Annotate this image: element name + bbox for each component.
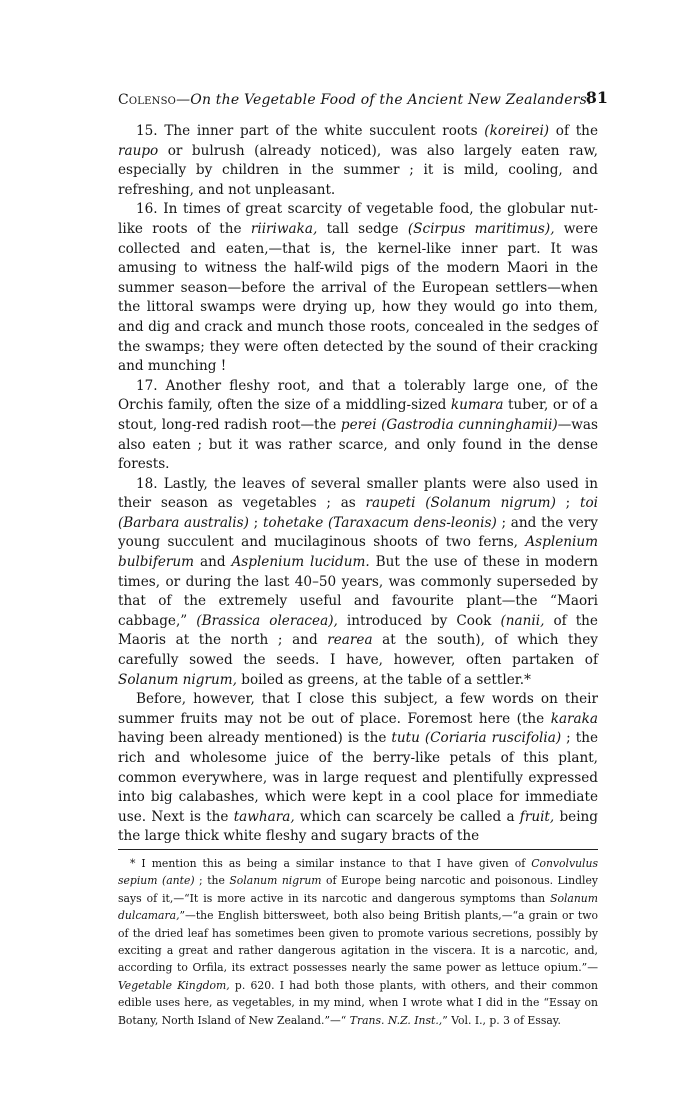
italic-run: Solanum dulcamara, xyxy=(118,891,598,923)
header-title: —On the Vegetable Food of the Ancient New Zealanders. xyxy=(176,92,592,108)
text-run: or bulrush (already noticed), was also largely eaten raw, especially by children in the summer ; it is mild, cooling, and refreshing, and not unpleasant. xyxy=(118,142,598,198)
italic-run: riiriwaka, xyxy=(250,220,318,237)
italic-run: (nanii, xyxy=(500,612,545,629)
text-run: at the south), of which they carefully sowed the seeds. I have, however, often partaken of xyxy=(118,632,598,669)
text-run: which can scarcely be called a xyxy=(294,808,520,825)
italic-run: tohetake (Taraxacum dens-leonis) xyxy=(262,514,497,531)
text-run: tuber, or of a stout, long-red radish root—the xyxy=(118,397,599,433)
italic-run: raupo xyxy=(118,142,159,159)
italic-run: kumara xyxy=(450,397,504,414)
text-run: ; the xyxy=(194,874,230,888)
text-run: tall sedge xyxy=(317,220,408,237)
text-run: ” Vol. I., p. 3 of Essay. xyxy=(442,1013,561,1027)
text-run: ”—the English bittersweet, both also being British plants,—“a grain or two of the dried leaf has sometimes been given to promote various secretions, possibly by exciting a great and rather dangerous agitation in the viscera. It is a narcotic, and, according to Orfila, its extract possesses nearly the same power as lettuce opium.”— xyxy=(118,909,598,975)
text-run: But the use of these in modern times, or during the last 40–50 years, was commonly superseded by that of the extremely useful and favourite plant—the “Maori cabbage,” xyxy=(118,554,598,629)
text-run: of the Maoris at the north ; and xyxy=(118,612,598,649)
italic-run: Convolvulus sepium (ante) xyxy=(118,856,598,888)
italic-run: rearea xyxy=(327,632,373,649)
paragraph xyxy=(118,475,598,691)
text-run: and xyxy=(194,554,232,571)
text-run: were collected and eaten,—that is, the kernel-like inner part. It was amusing to witness the half-wild pigs of the modern Maori in the summer season—before the arrival of the European settlers—when the littoral swamps were drying up, how they would go into them, and dig and crack and munch those roots, concealed in the sedges of the swamps; they were often detected by the sound of their cracking and munching ! xyxy=(118,220,599,375)
italic-run: Solanum nigrum, xyxy=(118,671,237,688)
paragraph xyxy=(118,200,598,376)
italic-run: Vegetable Kingdom, xyxy=(118,978,230,992)
paragraph xyxy=(118,122,598,200)
running-title xyxy=(118,92,592,108)
text-run: of Europe being narcotic and poisonous. Lindley says of it,—“It is more active in its narcotic and dangerous symptoms than xyxy=(118,874,598,905)
header-author: Colenso xyxy=(118,92,177,108)
text-run: ; xyxy=(555,495,580,512)
running-header xyxy=(118,88,608,122)
italic-run: (Brassica oleracea), xyxy=(196,612,338,629)
text-run: ; and the very young succulent and mucilaginous shoots of two ferns, xyxy=(118,514,598,551)
footnote-divider xyxy=(118,849,598,850)
text-run: being the large thick white fleshy and sugary bracts of the xyxy=(118,808,599,845)
text-run: 18. Lastly, the leaves of several smaller plants were also used in their season as vegetables ; as xyxy=(118,475,598,512)
italic-run: Trans. N.Z. Inst., xyxy=(349,1013,443,1027)
italic-run: karaka xyxy=(550,710,598,727)
text-run: introduced by Cook xyxy=(337,612,501,629)
italic-run: Solanum nigrum xyxy=(229,874,322,888)
italic-run: (koreirei) xyxy=(484,123,550,139)
text-run: of the xyxy=(549,123,598,139)
text-run: having been already mentioned) is the xyxy=(118,730,392,747)
italic-run: Asplenium bulbiferum xyxy=(118,534,598,571)
italic-run: raupeti (Solanum nigrum) xyxy=(365,495,556,512)
italic-run: tawhara, xyxy=(233,808,295,825)
italic-run: toi (Barbara australis) xyxy=(118,495,598,531)
text-run: boiled as greens, at the table of a settler.* xyxy=(236,671,531,688)
page-number: 81 xyxy=(585,88,608,107)
text-run: 17. Another fleshy root, and that a tolerably large one, of the Orchis family, often the size of a middling-sized xyxy=(118,377,598,414)
text-run: ; xyxy=(248,514,263,531)
body-text xyxy=(118,122,598,847)
italic-run: perei (Gastrodia cunninghamii) xyxy=(340,416,558,433)
text-run: 16. In times of great scarcity of vegetable food, the globular nut-like roots of the xyxy=(118,201,598,237)
text-run: Before, however, that I close this subject, a few words on their summer fruits may not be out of place. Foremost here (the xyxy=(118,691,598,727)
text-run: ; the rich and wholesome juice of the berry-like petals of this plant, common everywhere, was in large request and plentifully expressed into big calabashes, which were kept in a cool place for immediate use. Next is the xyxy=(118,730,598,825)
italic-run: (Scirpus maritimus), xyxy=(407,220,555,237)
italic-run: fruit, xyxy=(519,808,555,825)
text-run: * I mention this as being a similar instance to that I have given of xyxy=(130,856,532,870)
page xyxy=(118,88,608,1029)
footnote xyxy=(118,855,598,1029)
italic-run: Asplenium lucidum. xyxy=(231,554,370,571)
italic-run: tutu (Coriaria ruscifolia) xyxy=(391,730,562,747)
paragraph xyxy=(118,377,598,475)
text-run: 15. The inner part of the white succulent roots xyxy=(136,123,485,139)
paragraph xyxy=(118,690,598,847)
text-run: —was also eaten ; but it was rather scarce, and only found in the dense forests. xyxy=(118,416,598,473)
text-run: p. 620. I had both those plants, with others, and their common edible uses here, as vegetables, in my mind, when I wrote what I did in the “Essay on Botany, North Island of New Zealand.”—“ xyxy=(118,978,598,1027)
